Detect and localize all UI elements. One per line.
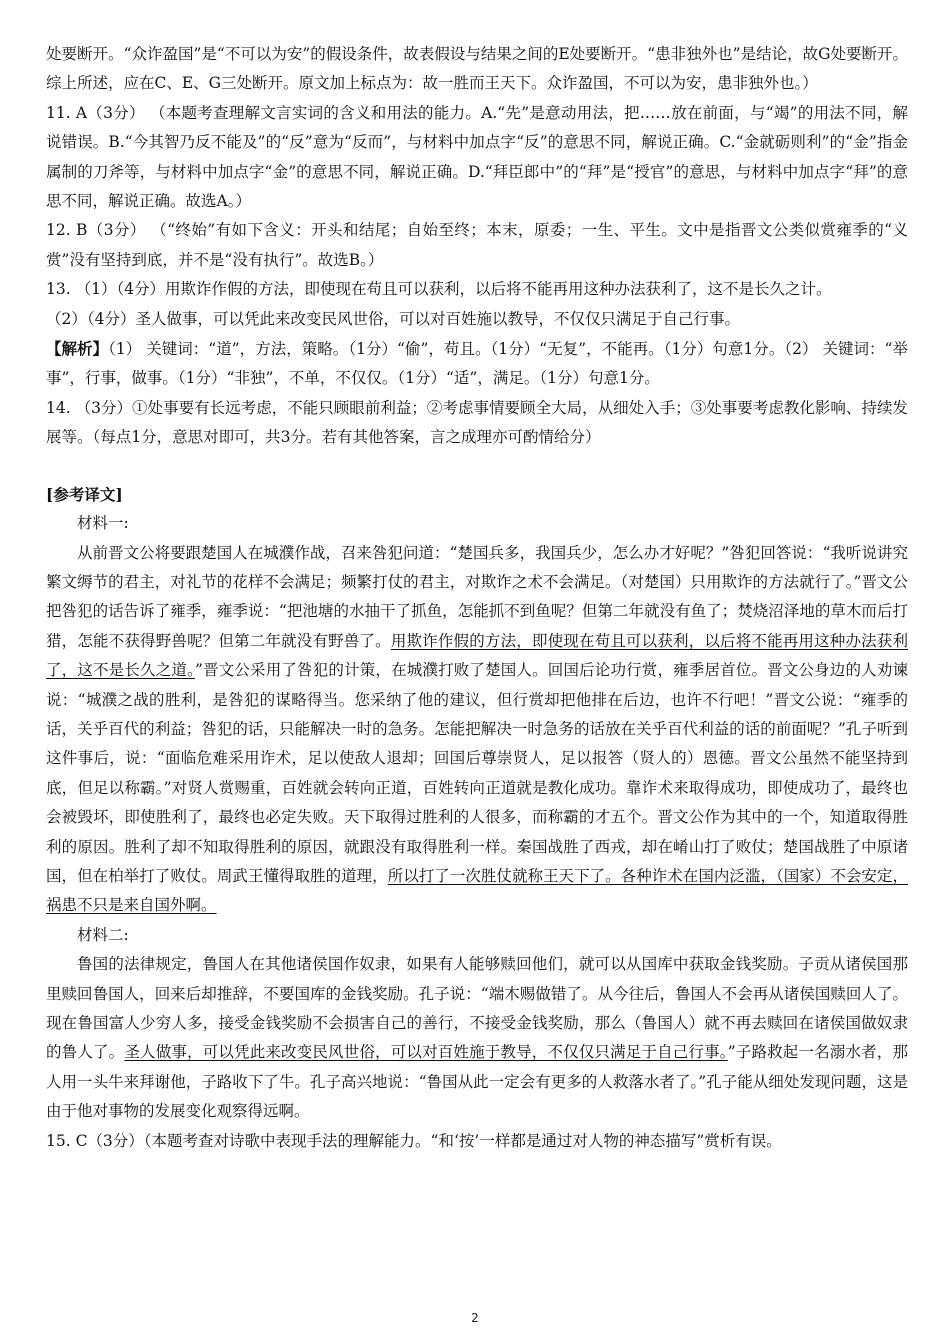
answer-13-part2: （2）（4分）圣人做事，可以凭此来改变民风世俗，可以对百姓施以教导，不仅仅只满足于自己行事。 (46, 309, 740, 328)
material-one-label: 材料一: (77, 514, 129, 533)
answer-15: 15. C（3分）（本题考查对诗歌中表现手法的理解能力。“和‘按’一样都是通过对人物的神态描写”赏析有误。 (46, 1131, 782, 1150)
m1-underlined-sentence-1: 用欺诈作假的方法，即使现在苟且可以获利，以后将不能再用这种办法获利了，这不是长久之道。 (46, 631, 908, 680)
document-page (46, 40, 908, 1156)
m1-text-a: 从前晋文公将要跟楚国人在城濮作战，召来咎犯问道：“楚国兵多，我国兵少，怎么办才好呢？”咎犯回答说：“我听说讲究繁文缛节的君主，对礼节的花样不会满足；频繁打仗的君主，对欺诈之术不会满足。（对楚国）只用欺诈的方法就行了。”晋文公把咎犯的话告诉了雍季，雍季说：“把池塘的水抽干了抓鱼，怎能抓不到鱼呢？但第二年就没有鱼了；焚烧沼泽地的草木而后打猎，怎能不获得野兽呢？但第二年就没有野兽了。 (46, 543, 908, 650)
answer-13-part1: 13. （1）（4分）用欺诈作假的方法，即使现在苟且可以获利，以后将不能再用这种办法获利了，这不是长久之计。 (46, 280, 832, 299)
m1-text-b: ”晋文公采用了咎犯的计策，在城濮打败了楚国人。回国后论功行赏，雍季居首位。晋文公身边的人劝谏说：“城濮之战的胜利，是咎犯的谋略得当。您采纳了他的建议，但行赏却把他排在后边，也许不行吧！”晋文公说：“雍季的话，关乎百代的利益；咎犯的话，只能解决一时的急务。怎能把解决一时急务的话放在关乎百代利益的话的前面呢？”孔子听到这件事后，说：“面临危难采用诈术，足以使敌人退却；回国后尊崇贤人，足以报答（贤人的）恩德。晋文公虽然不能坚持到底，但足以称霸。”对贤人赏赐重，百姓就会转向正道，百姓转向正道就是教化成功。靠诈术来取得成功，即使成功了，最终也会被毁坏，即使胜利了，最终也必定失败。天下取得过胜利的人很多，而称霸的才五个。晋文公作为其中的一个，知道取得胜利的原因。胜利了却不知取得胜利的原因，就跟没有取得胜利一样。秦国战胜了西戎，却在崤山打了败仗；楚国战胜了中原诸国，但在柏举打了败仗。周武王懂得取胜的道理， (46, 661, 908, 885)
material-two-translation (46, 950, 908, 1126)
material-two-label: 材料二: (77, 925, 129, 944)
material-one-translation (46, 539, 908, 921)
answer-13-analysis (46, 334, 908, 394)
analysis-label: 【解析】 (46, 339, 109, 359)
analysis-text: （1） 关键词：“道”，方法，策略。（1分）“偷”，苟且。（1分）“无复”，不能再。（1分）句意1分。（2） 关键词：“举事”，行事，做事。（1分）“非独”，不单，不仅仅。（1分）“适”，满足。（1分）句意1分。 (46, 340, 908, 388)
m1-underlined-sentence-2: 所以打了一次胜仗就称王天下了。各种诈术在国内泛滥，（国家）不会安定，祸患不只是来自国外啊。 (46, 866, 908, 915)
translation-heading: [参考译文] (46, 484, 123, 504)
m2-text-b: ”子路救起一名溺水者，那人用一头牛来拜谢他，子路收下了牛。孔子高兴地说：“鲁国从此一定会有更多的人救落水者了。”孔子能从细处发现问题，这是由于他对事物的发展变化观察得远啊。 (46, 1043, 908, 1121)
page-number: 2 (471, 1311, 479, 1325)
answer-14: 14. （3分）①处事要有长远考虑，不能只顾眼前利益；②考虑事情要顾全大局，从细处入手；③处事要考虑教化影响、持续发展等。（每点1分，意思对即可，共3分。若有其他答案，言之成理亦可酌情给分） (46, 398, 908, 447)
section-gap (46, 453, 908, 480)
answer-10-continuation: 处要断开。“众诈盈国”是“不可以为安”的假设条件，故表假设与结果之间的E处要断开。“患非独外也”是结论，故G处要断开。综上所述，应在C、E、G三处断开。原文加上标点为：故一胜而王天下。众诈盈国，不可以为安，患非独外也。） (46, 45, 908, 93)
answer-12: 12. B（3分） （“终始”有如下含义：开头和结尾；自始至终；本末，原委；一生、平生。文中是指晋文公类似赏雍季的“义赏”没有坚持到底，并不是“没有执行”。故选B。） (46, 221, 908, 269)
m2-text-a: 鲁国的法律规定，鲁国人在其他诸侯国作奴隶，如果有人能够赎回他们，就可以从国库中获取金钱奖励。子贡从诸侯国那里赎回鲁国人，回来后却推辞，不要国库的金钱奖励。孔子说：“端木赐做错了。从今往后，鲁国人不会再从诸侯国赎回人了。现在鲁国富人少穷人多，接受金钱奖励不会损害自己的善行，不接受金钱奖励，那么（鲁国人）就不再去赎回在诸侯国做奴隶的鲁人了。 (46, 955, 908, 1062)
m2-underlined-sentence: 圣人做事，可以凭此来改变民风世俗，可以对百姓施于教导，不仅仅只满足于自己行事。 (124, 1043, 728, 1062)
answer-11: 11. A（3分） （本题考查理解文言实词的含义和用法的能力。A.“先”是意动用法，把……放在前面，与“竭”的用法不同，解说错误。B.“今其智乃反不能及”的“反”意为“反而”，与材料中加点字“反”的意思不同，解说正确。C.“金就砺则利”的“金”指金属制的刀斧等，与材料中加点字“金”的意思不同，解说正确。D.“拜臣郎中”的“拜”是“授官”的意思，与材料中加点字“拜”的意思不同，解说正确。故选A。） (46, 103, 908, 211)
